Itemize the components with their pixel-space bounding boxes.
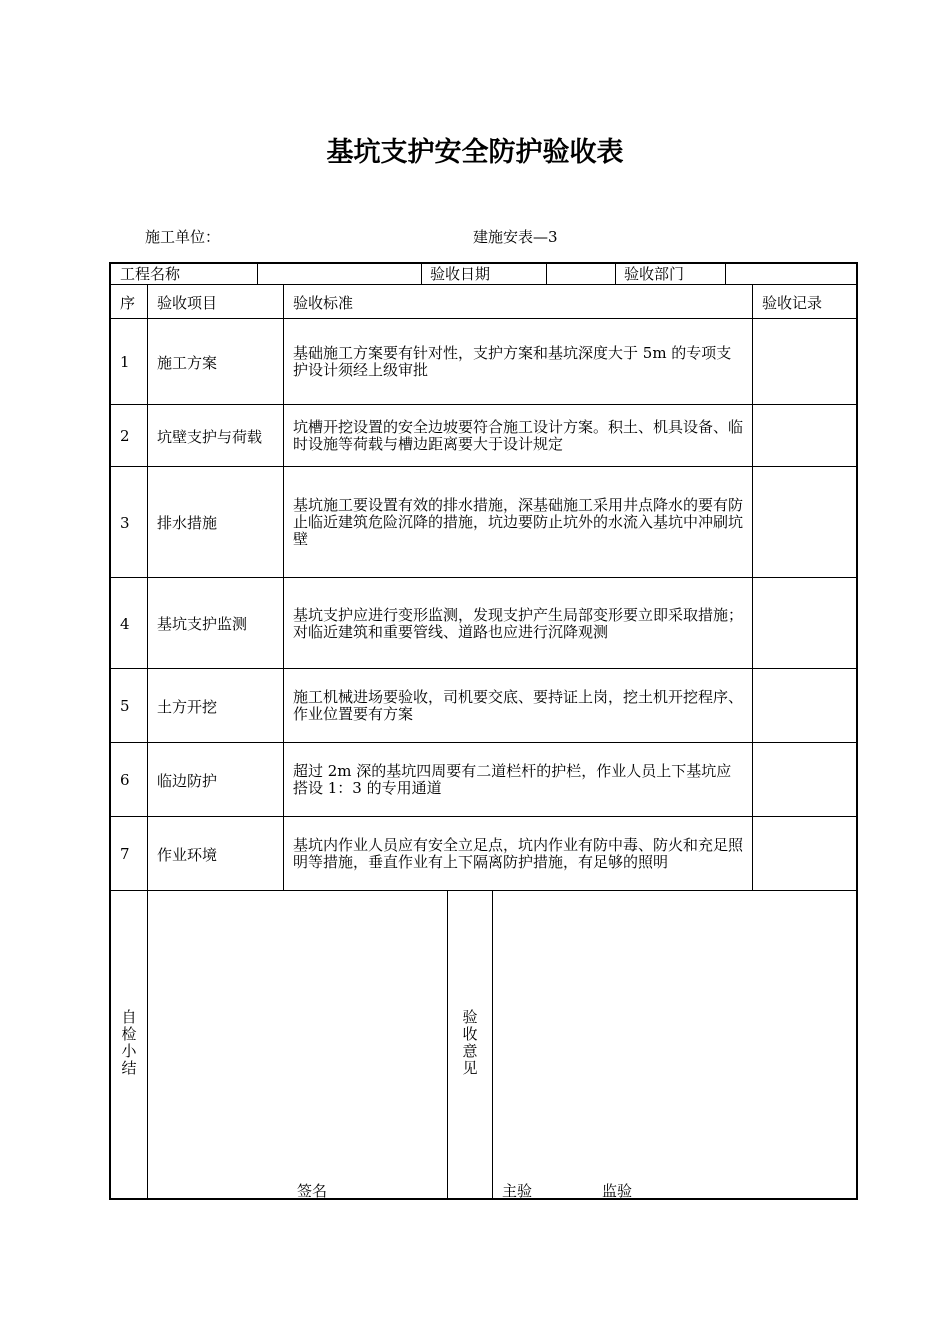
accept-date-label: 验收日期 bbox=[430, 265, 491, 283]
row-item: 施工方案 bbox=[147, 319, 283, 405]
signature-label: 签名 bbox=[297, 1182, 328, 1200]
row-standard bbox=[283, 467, 752, 578]
row-standard bbox=[283, 817, 752, 891]
chief-inspector-label: 主验 bbox=[502, 1182, 533, 1200]
self-check-label-cell bbox=[111, 891, 147, 1199]
column-header-row bbox=[111, 284, 856, 319]
row-standard-text: 基坑内作业人员应有安全立足点，坑内作业有防中毒、防火和充足照明等措施，垂直作业有上下隔离防护措施，有足够的照明 bbox=[293, 836, 744, 871]
footer-row bbox=[111, 890, 856, 1199]
row-item: 基坑支护监测 bbox=[147, 578, 283, 669]
row-item: 坑壁支护与荷载 bbox=[147, 405, 283, 467]
form-code: 建施安表—3 bbox=[473, 228, 558, 246]
row-standard bbox=[283, 405, 752, 467]
opinion-field[interactable] bbox=[492, 891, 856, 1199]
table-row bbox=[111, 668, 856, 743]
row-number: 1 bbox=[120, 353, 130, 371]
row-standard bbox=[283, 743, 752, 817]
col-seq: 序 bbox=[120, 293, 136, 312]
accept-dept-field[interactable] bbox=[726, 264, 856, 284]
row-item: 作业环境 bbox=[147, 817, 283, 891]
col-item: 验收项目 bbox=[147, 285, 283, 319]
accept-date-field[interactable] bbox=[547, 264, 614, 284]
table-row bbox=[111, 577, 856, 669]
row-standard-text: 坑槽开挖设置的安全边坡要符合施工设计方案。积土、机具设备、临时设施等荷载与槽边距离要大于设计规定 bbox=[293, 418, 744, 453]
supervisor-label: 监验 bbox=[602, 1182, 633, 1200]
row-record-field[interactable] bbox=[752, 319, 856, 405]
acceptance-table bbox=[109, 262, 858, 1200]
row-standard bbox=[283, 669, 752, 743]
table-row bbox=[111, 318, 856, 405]
row-item: 排水措施 bbox=[147, 467, 283, 578]
page-title: 基坑支护安全防护验收表 bbox=[326, 137, 624, 168]
row-record-field[interactable] bbox=[752, 405, 856, 467]
header-row bbox=[111, 264, 856, 284]
row-record-field[interactable] bbox=[752, 743, 856, 817]
project-name-field[interactable] bbox=[258, 264, 420, 284]
row-standard-text: 基坑施工要设置有效的排水措施，深基础施工采用井点降水的要有防止临近建筑危险沉降的措施，坑边要防止坑外的水流入基坑中冲刷坑壁 bbox=[293, 496, 744, 548]
row-standard bbox=[283, 578, 752, 669]
row-standard-text: 超过 2m 深的基坑四周要有二道栏杆的护栏，作业人员上下基坑应搭设 1：3 的专用通道 bbox=[293, 762, 732, 797]
row-number: 7 bbox=[120, 845, 130, 863]
table-row bbox=[111, 742, 856, 817]
row-standard-text: 施工机械进场要验收，司机要交底、要持证上岗，挖土机开挖程序、作业位置要有方案 bbox=[293, 688, 744, 723]
construction-unit-label: 施工单位： bbox=[145, 228, 221, 246]
row-item: 土方开挖 bbox=[147, 669, 283, 743]
row-number: 4 bbox=[120, 614, 130, 633]
row-number: 5 bbox=[120, 697, 130, 715]
self-check-label: 自检小结 bbox=[121, 1008, 137, 1077]
row-record-field[interactable] bbox=[752, 467, 856, 578]
row-item: 临边防护 bbox=[147, 743, 283, 817]
row-number: 6 bbox=[120, 771, 130, 789]
row-record-field[interactable] bbox=[752, 817, 856, 891]
table-row bbox=[111, 466, 856, 578]
row-record-field[interactable] bbox=[752, 669, 856, 743]
row-record-field[interactable] bbox=[752, 578, 856, 669]
col-standard: 验收标准 bbox=[283, 285, 752, 319]
self-check-field[interactable] bbox=[147, 891, 447, 1199]
row-standard-text: 基础施工方案要有针对性，支护方案和基坑深度大于 5m 的专项支护设计须经上级审批 bbox=[293, 344, 732, 379]
table-row bbox=[111, 816, 856, 891]
row-standard-text: 基坑支护应进行变形监测，发现支护产生局部变形要立即采取措施；对临近建筑和重要管线、道路也应进行沉降观测 bbox=[293, 605, 744, 641]
row-standard bbox=[283, 319, 752, 405]
accept-dept-label: 验收部门 bbox=[624, 265, 685, 283]
table-row bbox=[111, 404, 856, 467]
opinion-label: 验收意见 bbox=[462, 1008, 478, 1077]
opinion-label-cell bbox=[447, 891, 492, 1199]
project-name-label: 工程名称 bbox=[120, 265, 181, 283]
row-number: 3 bbox=[120, 513, 130, 532]
col-record: 验收记录 bbox=[752, 285, 856, 319]
row-number: 2 bbox=[120, 427, 130, 445]
